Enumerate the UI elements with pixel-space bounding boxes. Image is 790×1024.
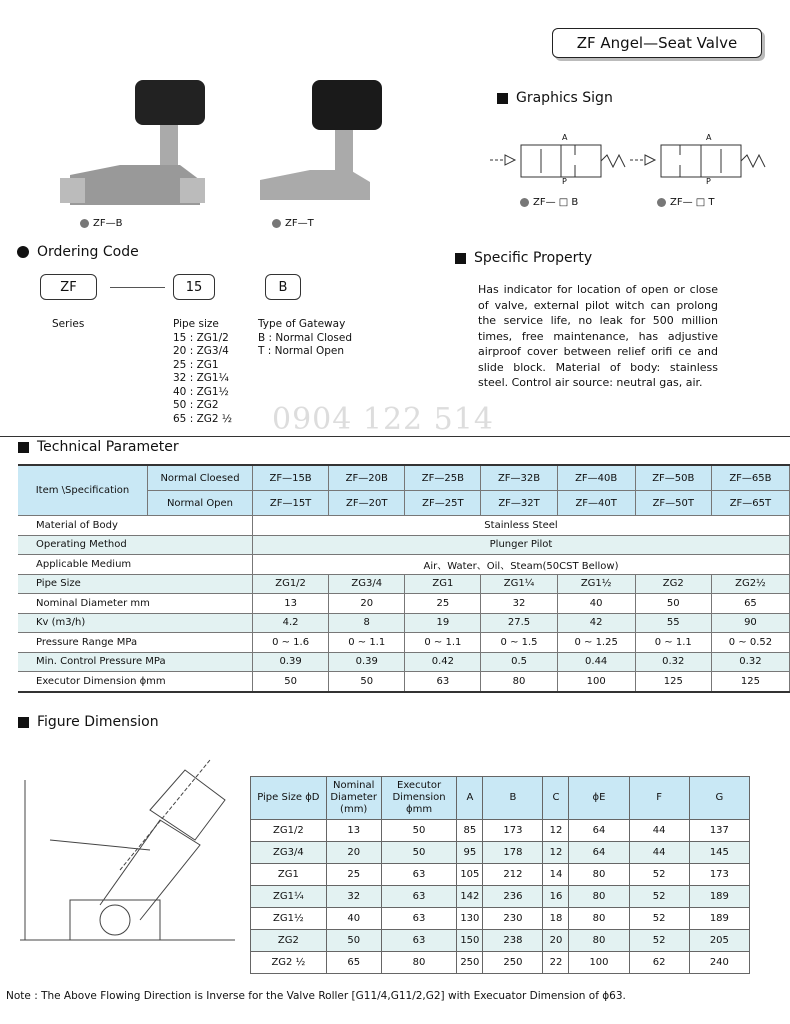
- row-label: Executor Dimension ϕmm: [18, 672, 253, 692]
- value-cell: 64: [569, 820, 629, 842]
- value-cell: 173: [483, 820, 543, 842]
- model-cell: ZF—25B: [405, 465, 481, 491]
- value-cell: 205: [689, 930, 749, 952]
- value-cell: 0.32: [711, 652, 789, 672]
- table-row: [251, 930, 750, 952]
- model-cell: ZF—50B: [635, 465, 711, 491]
- column-header: Executor Dimension ϕmm: [381, 777, 457, 820]
- photo-label: ZF—B: [93, 218, 123, 229]
- value-cell: 0.32: [635, 652, 711, 672]
- table-row: [251, 842, 750, 864]
- bullet-icon: [272, 219, 281, 228]
- heading-text: Technical Parameter: [37, 439, 179, 455]
- valve-photos: [50, 70, 430, 215]
- valve-photo-zf-t: [260, 80, 382, 200]
- table-row: [251, 908, 750, 930]
- dimension-drawing: [10, 740, 245, 970]
- value-cell: 50: [326, 930, 381, 952]
- value-cell: 44: [629, 820, 689, 842]
- value-cell: 20: [543, 930, 569, 952]
- model-cell: ZF—32T: [481, 491, 557, 516]
- column-header: A: [457, 777, 483, 820]
- value-cell: 25: [405, 594, 481, 614]
- value-cell: ZG1¼: [481, 574, 557, 594]
- model-cell: ZF—40B: [557, 465, 635, 491]
- table-row: [18, 594, 790, 614]
- value-cell: ZG2 ½: [251, 952, 327, 974]
- table-row: [18, 574, 790, 594]
- value-cell: 12: [543, 820, 569, 842]
- heading-text: Figure Dimension: [37, 714, 159, 730]
- technical-table: [18, 464, 790, 693]
- table-header-row: [251, 777, 750, 820]
- value-cell: 52: [629, 908, 689, 930]
- port-label: P: [562, 177, 567, 186]
- value-cell: 20: [329, 594, 405, 614]
- table-row: [18, 555, 790, 575]
- value-cell: 0 ~ 1.1: [405, 633, 481, 653]
- value-cell: 236: [483, 886, 543, 908]
- bullet-icon: [520, 198, 529, 207]
- value-cell: 189: [689, 886, 749, 908]
- table-row: [251, 864, 750, 886]
- series-label: Series: [52, 318, 85, 330]
- model-cell: ZF—40T: [557, 491, 635, 516]
- row-label: Pipe Size: [18, 574, 253, 594]
- column-header: G: [689, 777, 749, 820]
- model-cell: ZF—65B: [711, 465, 789, 491]
- value-cell: 22: [543, 952, 569, 974]
- list-item: 40 : ZG1½: [173, 385, 229, 398]
- value-cell: 0 ~ 0.52: [711, 633, 789, 653]
- heading-text: Graphics Sign: [516, 90, 613, 106]
- value-cell: ZG2½: [711, 574, 789, 594]
- value-cell: 145: [689, 842, 749, 864]
- code-box-gateway: B: [265, 274, 301, 300]
- list-item: 25 : ZG1: [173, 358, 219, 371]
- square-bullet-icon: [455, 253, 466, 264]
- no-header: Normal Open: [148, 491, 253, 516]
- value-cell: 100: [569, 952, 629, 974]
- valve-photo-zf-b: [60, 80, 205, 205]
- value-cell: 52: [629, 930, 689, 952]
- technical-heading: [18, 439, 179, 455]
- square-bullet-icon: [18, 442, 29, 453]
- value-cell: 62: [629, 952, 689, 974]
- code-box-series: ZF: [40, 274, 97, 300]
- value-cell: 80: [481, 672, 557, 692]
- row-label: Nominal Diameter mm: [18, 594, 253, 614]
- port-label: P: [706, 177, 711, 186]
- value-cell: 0.5: [481, 652, 557, 672]
- value-cell: 50: [253, 672, 329, 692]
- list-item: Type of Gateway: [258, 318, 346, 330]
- gateway-list: [258, 318, 352, 359]
- pipe-size-list: [173, 318, 232, 426]
- value-cell: 27.5: [481, 613, 557, 633]
- heading-text: Specific Property: [474, 250, 593, 266]
- value-cell: ZG1½: [557, 574, 635, 594]
- value-cell: 18: [543, 908, 569, 930]
- model-cell: ZF—32B: [481, 465, 557, 491]
- list-item: T : Normal Open: [258, 345, 344, 357]
- value-cell: Stainless Steel: [253, 516, 790, 536]
- bullet-icon: [657, 198, 666, 207]
- square-bullet-icon: [497, 93, 508, 104]
- row-label: Applicable Medium: [18, 555, 253, 575]
- item-spec-header: Item \Specification: [18, 465, 148, 516]
- value-cell: 13: [326, 820, 381, 842]
- value-cell: ZG1¼: [251, 886, 327, 908]
- value-cell: 80: [569, 908, 629, 930]
- value-cell: 0 ~ 1.6: [253, 633, 329, 653]
- list-item: 32 : ZG1¼: [173, 372, 229, 384]
- value-cell: 19: [405, 613, 481, 633]
- value-cell: ZG2: [635, 574, 711, 594]
- value-cell: 63: [405, 672, 481, 692]
- value-cell: 0.39: [329, 652, 405, 672]
- row-label: Material of Body: [18, 516, 253, 536]
- table-row: [18, 633, 790, 653]
- value-cell: ZG3/4: [329, 574, 405, 594]
- table-row: [18, 613, 790, 633]
- value-cell: 32: [326, 886, 381, 908]
- value-cell: 14: [543, 864, 569, 886]
- value-cell: 212: [483, 864, 543, 886]
- model-cell: ZF—65T: [711, 491, 789, 516]
- model-cell: ZF—20B: [329, 465, 405, 491]
- list-item: 20 : ZG3/4: [173, 345, 229, 357]
- value-cell: 63: [381, 930, 457, 952]
- ordering-code-heading: [17, 244, 139, 260]
- value-cell: 12: [543, 842, 569, 864]
- value-cell: 50: [635, 594, 711, 614]
- value-cell: 90: [711, 613, 789, 633]
- value-cell: 50: [381, 820, 457, 842]
- value-cell: 64: [569, 842, 629, 864]
- footnote: Note : The Above Flowing Direction is Inverse for the Valve Roller [G11/4,G11/2,G2] with Execuator Dimension of ϕ63.: [6, 990, 626, 1002]
- value-cell: 125: [711, 672, 789, 692]
- model-cell: ZF—50T: [635, 491, 711, 516]
- value-cell: 0 ~ 1.1: [329, 633, 405, 653]
- value-cell: ZG2: [251, 930, 327, 952]
- photo-label: ZF—T: [285, 218, 314, 229]
- value-cell: 44: [629, 842, 689, 864]
- value-cell: ZG1½: [251, 908, 327, 930]
- symbol-label: ZF— □ T: [670, 197, 715, 208]
- column-header: C: [543, 777, 569, 820]
- value-cell: 85: [457, 820, 483, 842]
- value-cell: 250: [457, 952, 483, 974]
- code-box-pipe-size: 15: [173, 274, 215, 300]
- bullet-icon: [80, 219, 89, 228]
- value-cell: 189: [689, 908, 749, 930]
- value-cell: 40: [326, 908, 381, 930]
- dimension-table: [250, 776, 750, 974]
- value-cell: 238: [483, 930, 543, 952]
- page-title: ZF Angel—Seat Valve: [552, 28, 762, 58]
- row-label: Kv (m3/h): [18, 613, 253, 633]
- model-cell: ZF—20T: [329, 491, 405, 516]
- list-item: 15 : ZG1/2: [173, 331, 229, 344]
- value-cell: ZG1: [251, 864, 327, 886]
- value-cell: 80: [569, 886, 629, 908]
- value-cell: 178: [483, 842, 543, 864]
- table-row: [18, 672, 790, 692]
- table-row: [18, 516, 790, 536]
- value-cell: 63: [381, 864, 457, 886]
- model-cell: ZF—25T: [405, 491, 481, 516]
- value-cell: 240: [689, 952, 749, 974]
- value-cell: 42: [557, 613, 635, 633]
- value-cell: 55: [635, 613, 711, 633]
- value-cell: 80: [569, 930, 629, 952]
- value-cell: 16: [543, 886, 569, 908]
- value-cell: 32: [481, 594, 557, 614]
- value-cell: 63: [381, 886, 457, 908]
- nc-header: Normal Cloesed: [148, 465, 253, 491]
- graphic-symbols: [485, 135, 775, 185]
- value-cell: 137: [689, 820, 749, 842]
- value-cell: 25: [326, 864, 381, 886]
- column-header: F: [629, 777, 689, 820]
- value-cell: 230: [483, 908, 543, 930]
- value-cell: 173: [689, 864, 749, 886]
- value-cell: ZG1/2: [251, 820, 327, 842]
- value-cell: 40: [557, 594, 635, 614]
- value-cell: 80: [381, 952, 457, 974]
- value-cell: 65: [711, 594, 789, 614]
- specific-property-heading: [455, 250, 592, 266]
- table-row: [18, 535, 790, 555]
- value-cell: ZG1/2: [253, 574, 329, 594]
- list-item: 50 : ZG2: [173, 399, 219, 411]
- port-label: A: [562, 133, 568, 142]
- value-cell: 65: [326, 952, 381, 974]
- value-cell: 80: [569, 864, 629, 886]
- divider: [0, 436, 790, 437]
- connector-line: [110, 287, 165, 288]
- column-header: Pipe Size ϕD: [251, 777, 327, 820]
- model-cell: ZF—15B: [253, 465, 329, 491]
- table-row: [18, 652, 790, 672]
- value-cell: 95: [457, 842, 483, 864]
- value-cell: 20: [326, 842, 381, 864]
- property-text: Has indicator for location of open or close of valve, external pilot witch can prolong the service life, no leak for 500 million times, free maintenance, has adjustive airproof cover between relief orifi ce and slide block. Material of body: stainless steel. Control air source: neutral gas, air.: [478, 283, 718, 389]
- value-cell: ZG1: [405, 574, 481, 594]
- port-label: A: [706, 133, 712, 142]
- value-cell: 130: [457, 908, 483, 930]
- value-cell: Air、Water、Oil、Steam(50CST Bellow): [253, 555, 790, 575]
- symbol-label: ZF— □ B: [533, 197, 579, 208]
- column-header: ϕE: [569, 777, 629, 820]
- table-row: [251, 820, 750, 842]
- watermark: 0904 122 514: [272, 402, 494, 437]
- list-item: Pipe size: [173, 318, 219, 330]
- value-cell: 4.2: [253, 613, 329, 633]
- value-cell: 52: [629, 886, 689, 908]
- value-cell: ZG3/4: [251, 842, 327, 864]
- column-header: Nominal Diameter (mm): [326, 777, 381, 820]
- value-cell: 63: [381, 908, 457, 930]
- list-item: 65 : ZG2 ½: [173, 412, 233, 425]
- heading-text: Ordering Code: [37, 244, 139, 260]
- column-header: B: [483, 777, 543, 820]
- row-label: Min. Control Pressure MPa: [18, 652, 253, 672]
- value-cell: 0 ~ 1.25: [557, 633, 635, 653]
- square-bullet-icon: [18, 717, 29, 728]
- value-cell: 52: [629, 864, 689, 886]
- value-cell: 0.42: [405, 652, 481, 672]
- value-cell: 13: [253, 594, 329, 614]
- value-cell: 150: [457, 930, 483, 952]
- model-cell: ZF—15T: [253, 491, 329, 516]
- value-cell: 8: [329, 613, 405, 633]
- value-cell: 0 ~ 1.1: [635, 633, 711, 653]
- value-cell: 142: [457, 886, 483, 908]
- value-cell: 105: [457, 864, 483, 886]
- value-cell: 250: [483, 952, 543, 974]
- table-row: [18, 465, 790, 491]
- circle-bullet-icon: [17, 246, 29, 258]
- table-row: [251, 952, 750, 974]
- value-cell: 50: [329, 672, 405, 692]
- graphics-sign-heading: [497, 90, 613, 106]
- row-label: Pressure Range MPa: [18, 633, 253, 653]
- value-cell: 100: [557, 672, 635, 692]
- value-cell: 125: [635, 672, 711, 692]
- figure-heading: [18, 714, 159, 730]
- list-item: B : Normal Closed: [258, 331, 353, 344]
- value-cell: 0.39: [253, 652, 329, 672]
- row-label: Operating Method: [18, 535, 253, 555]
- value-cell: 0 ~ 1.5: [481, 633, 557, 653]
- value-cell: 50: [381, 842, 457, 864]
- value-cell: Plunger Pilot: [253, 535, 790, 555]
- value-cell: 0.44: [557, 652, 635, 672]
- table-row: [251, 886, 750, 908]
